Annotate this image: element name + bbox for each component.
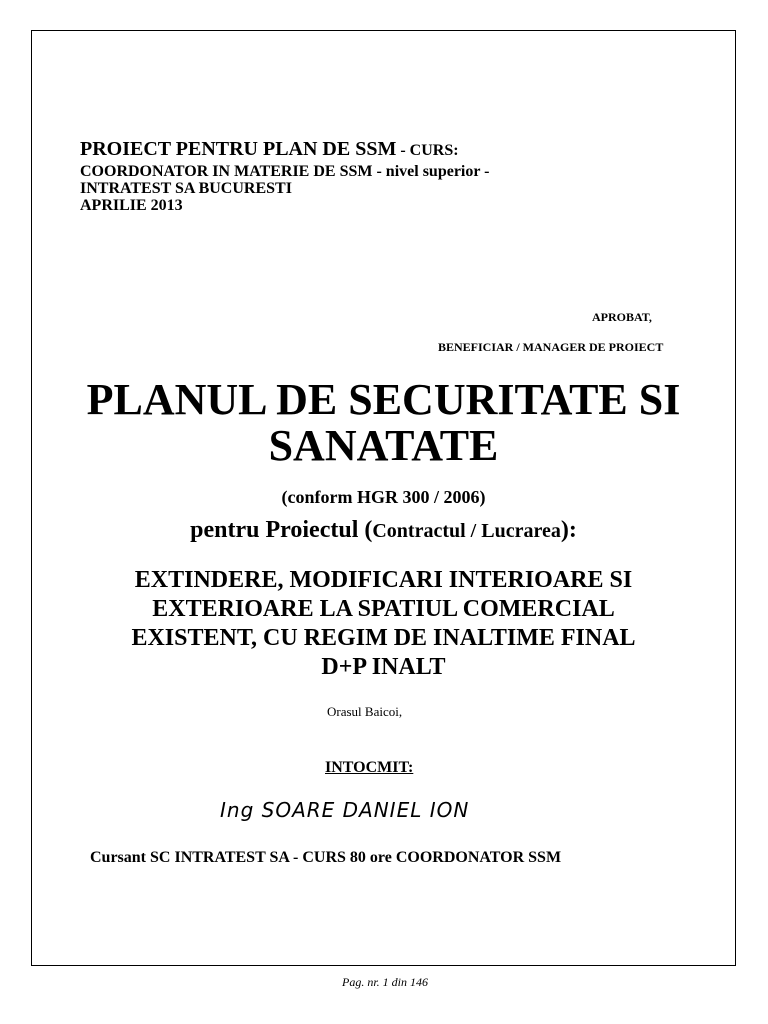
trainee-info: Cursant SC INTRATEST SA - CURS 80 ore COORDONATOR SSM [90, 849, 562, 866]
header-line-2: COORDONATOR IN MATERIE DE SSM - nivel superior - [80, 163, 490, 180]
project-name [31, 566, 736, 682]
title-line-2: SANATATE [268, 421, 499, 470]
project-intro-sub: Contractul / Lucrarea [372, 520, 561, 542]
title-line-1: PLANUL DE SECURITATE SI [86, 375, 681, 424]
project-line-3: EXISTENT, CU REGIM DE INALTIME FINAL [131, 625, 636, 651]
header-line-1-suffix: - CURS: [396, 142, 459, 159]
document-title [31, 377, 736, 469]
course-header [80, 139, 490, 214]
project-intro-end: ): [560, 517, 577, 543]
header-line-1-main: PROIECT PENTRU PLAN DE SSM [80, 138, 397, 160]
location: Orasul Baicoi, [327, 704, 403, 719]
regulation-reference: (conform HGR 300 / 2006) [281, 487, 486, 507]
project-line-2: EXTERIOARE LA SPATIUL COMERCIAL [152, 596, 615, 622]
header-line-3: INTRATEST SA BUCURESTI [80, 180, 292, 197]
header-line-4: APRILIE 2013 [80, 197, 183, 214]
prepared-by-label: INTOCMIT: [325, 759, 414, 776]
project-line-1: EXTINDERE, MODIFICARI INTERIOARE SI [134, 567, 633, 593]
project-intro-main: pentru Proiectul ( [190, 517, 373, 543]
project-line-4: D+P INALT [321, 654, 446, 680]
project-intro [31, 517, 736, 544]
page-number: Pag. nr. 1 din 146 [342, 975, 429, 989]
beneficiary-label: BENEFICIAR / MANAGER DE PROIECT [438, 340, 664, 354]
header-line-1 [80, 139, 490, 159]
author-name: Ing SOARE DANIEL ION [220, 798, 470, 822]
approval-label: APROBAT, [592, 310, 652, 324]
